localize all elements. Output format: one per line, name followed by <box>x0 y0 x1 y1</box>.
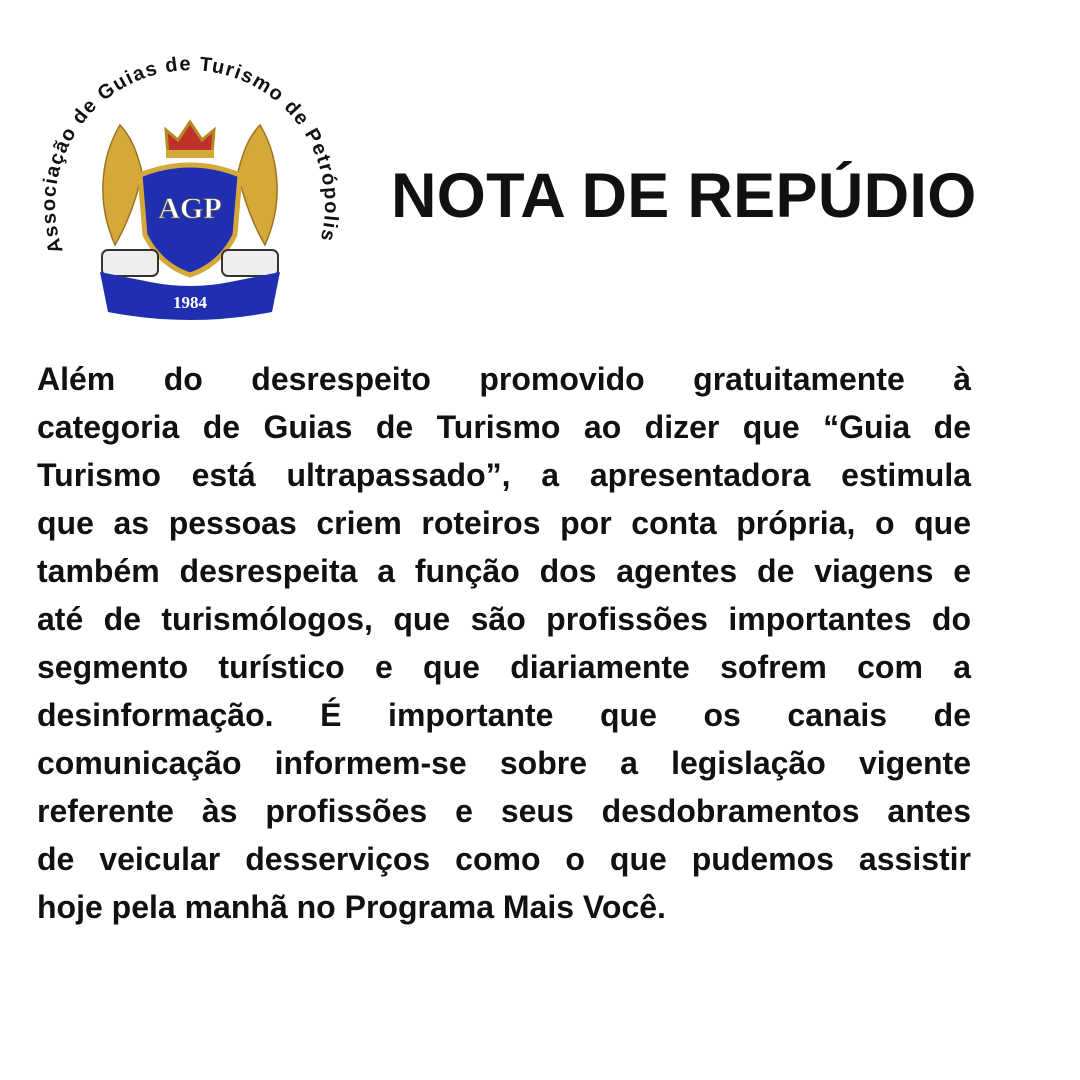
body-text <box>37 355 971 931</box>
body-line: referente às profissões e seus desdobramentos antes <box>37 793 971 829</box>
logo-ring-textpath: Associação de Guias de Turismo de Petrópolis <box>37 53 343 257</box>
body-line: de veicular desserviços como o que pudemos assistir <box>37 841 971 877</box>
body-line: categoria de Guias de Turismo ao dizer que “Guia de <box>37 409 971 445</box>
logo-shield-text: AGP <box>158 192 222 225</box>
body-line: desinformação. É importante que os canais de <box>37 697 971 733</box>
body-line: Turismo está ultrapassado”, a apresentadora estimula <box>37 457 971 493</box>
agp-logo <box>37 50 343 330</box>
body-line: até de turismólogos, que são profissões importantes do <box>37 601 971 637</box>
body-line: que as pessoas criem roteiros por conta própria, o que <box>37 505 971 541</box>
logo-year: 1984 <box>173 293 207 312</box>
page-title: NOTA DE REPÚDIO <box>391 161 977 231</box>
body-line: também desrespeita a função dos agentes de viagens e <box>37 553 971 589</box>
body-line: comunicação informem-se sobre a legislação vigente <box>37 745 971 781</box>
crown-icon <box>166 122 214 158</box>
body-line: segmento turístico e que diariamente sofrem com a <box>37 649 971 685</box>
body-line: Além do desrespeito promovido gratuitamente à <box>37 361 971 397</box>
body-line: hoje pela manhã no Programa Mais Você. <box>37 889 666 925</box>
